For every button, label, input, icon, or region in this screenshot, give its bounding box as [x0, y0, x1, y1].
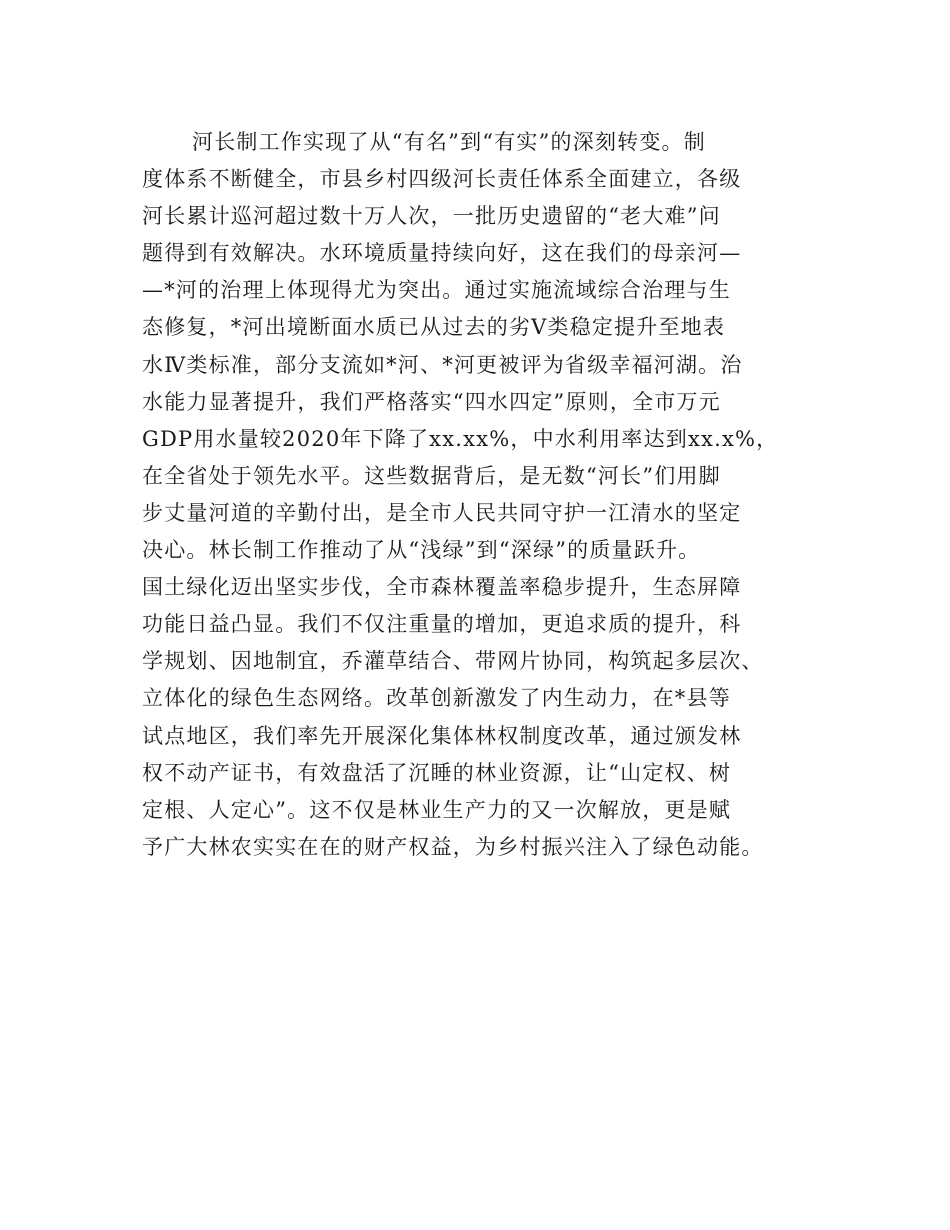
- paragraph-line-6: 态修复，*河出境断面水质已从过去的劣Ⅴ类稳定提升至地表: [142, 315, 726, 340]
- paragraph-line-15: 学规划、因地制宜，乔灌草结合、带网片协同，构筑起多层次、: [142, 649, 764, 674]
- paragraph-line-12: 决心。林长制工作推动了从“浅绿”到“深绿”的质量跃升。: [142, 538, 701, 563]
- paragraph-line-3: 河长累计巡河超过数十万人次，一批历史遗留的“老大难”问: [142, 204, 721, 229]
- paragraph-line-20: 予广大林农实实在在的财产权益，为乡村振兴注入了绿色动能。: [142, 834, 764, 859]
- paragraph-line-9: GDP用水量较2020年下降了xx.xx%，中水利用率达到xx.x%，: [142, 426, 779, 451]
- paragraph-line-10: 在全省处于领先水平。这些数据背后，是无数“河长”们用脚: [142, 463, 721, 488]
- paragraph-line-17: 试点地区，我们率先开展深化集体林权制度改革，通过颁发林: [142, 723, 742, 748]
- paragraph-line-16: 立体化的绿色生态网络。改革创新激发了内生动力，在*县等: [142, 686, 731, 711]
- paragraph-line-2: 度体系不断健全，市县乡村四级河长责任体系全面建立，各级: [142, 167, 742, 192]
- paragraph-line-5: —*河的治理上体现得尤为突出。通过实施流域综合治理与生: [142, 278, 731, 303]
- paragraph-line-18: 权不动产证书，有效盘活了沉睡的林业资源，让“山定权、树: [142, 760, 732, 785]
- paragraph-line-1: 河长制工作实现了从“有名”到“有实”的深刻转变。制: [192, 130, 706, 154]
- body-paragraph: [142, 124, 842, 866]
- paragraph-line-4: 题得到有效解决。水环境质量持续向好，这在我们的母亲河—: [142, 241, 742, 266]
- paragraph-line-14: 功能日益凸显。我们不仅注重量的增加，更追求质的提升，科: [142, 612, 742, 637]
- paragraph-line-19: 定根、人定心”。这不仅是林业生产力的又一次解放，更是赋: [142, 797, 732, 822]
- paragraph-line-13: 国土绿化迈出坚实步伐，全市森林覆盖率稳步提升，生态屏障: [142, 575, 742, 600]
- paragraph-line-11: 步丈量河道的辛勤付出，是全市人民共同守护一江清水的坚定: [142, 500, 742, 525]
- paragraph-line-7: 水Ⅳ类标准，部分支流如*河、*河更被评为省级幸福河湖。治: [142, 352, 743, 377]
- paragraph-line-8: 水能力显著提升，我们严格落实“四水四定”原则，全市万元: [142, 389, 721, 414]
